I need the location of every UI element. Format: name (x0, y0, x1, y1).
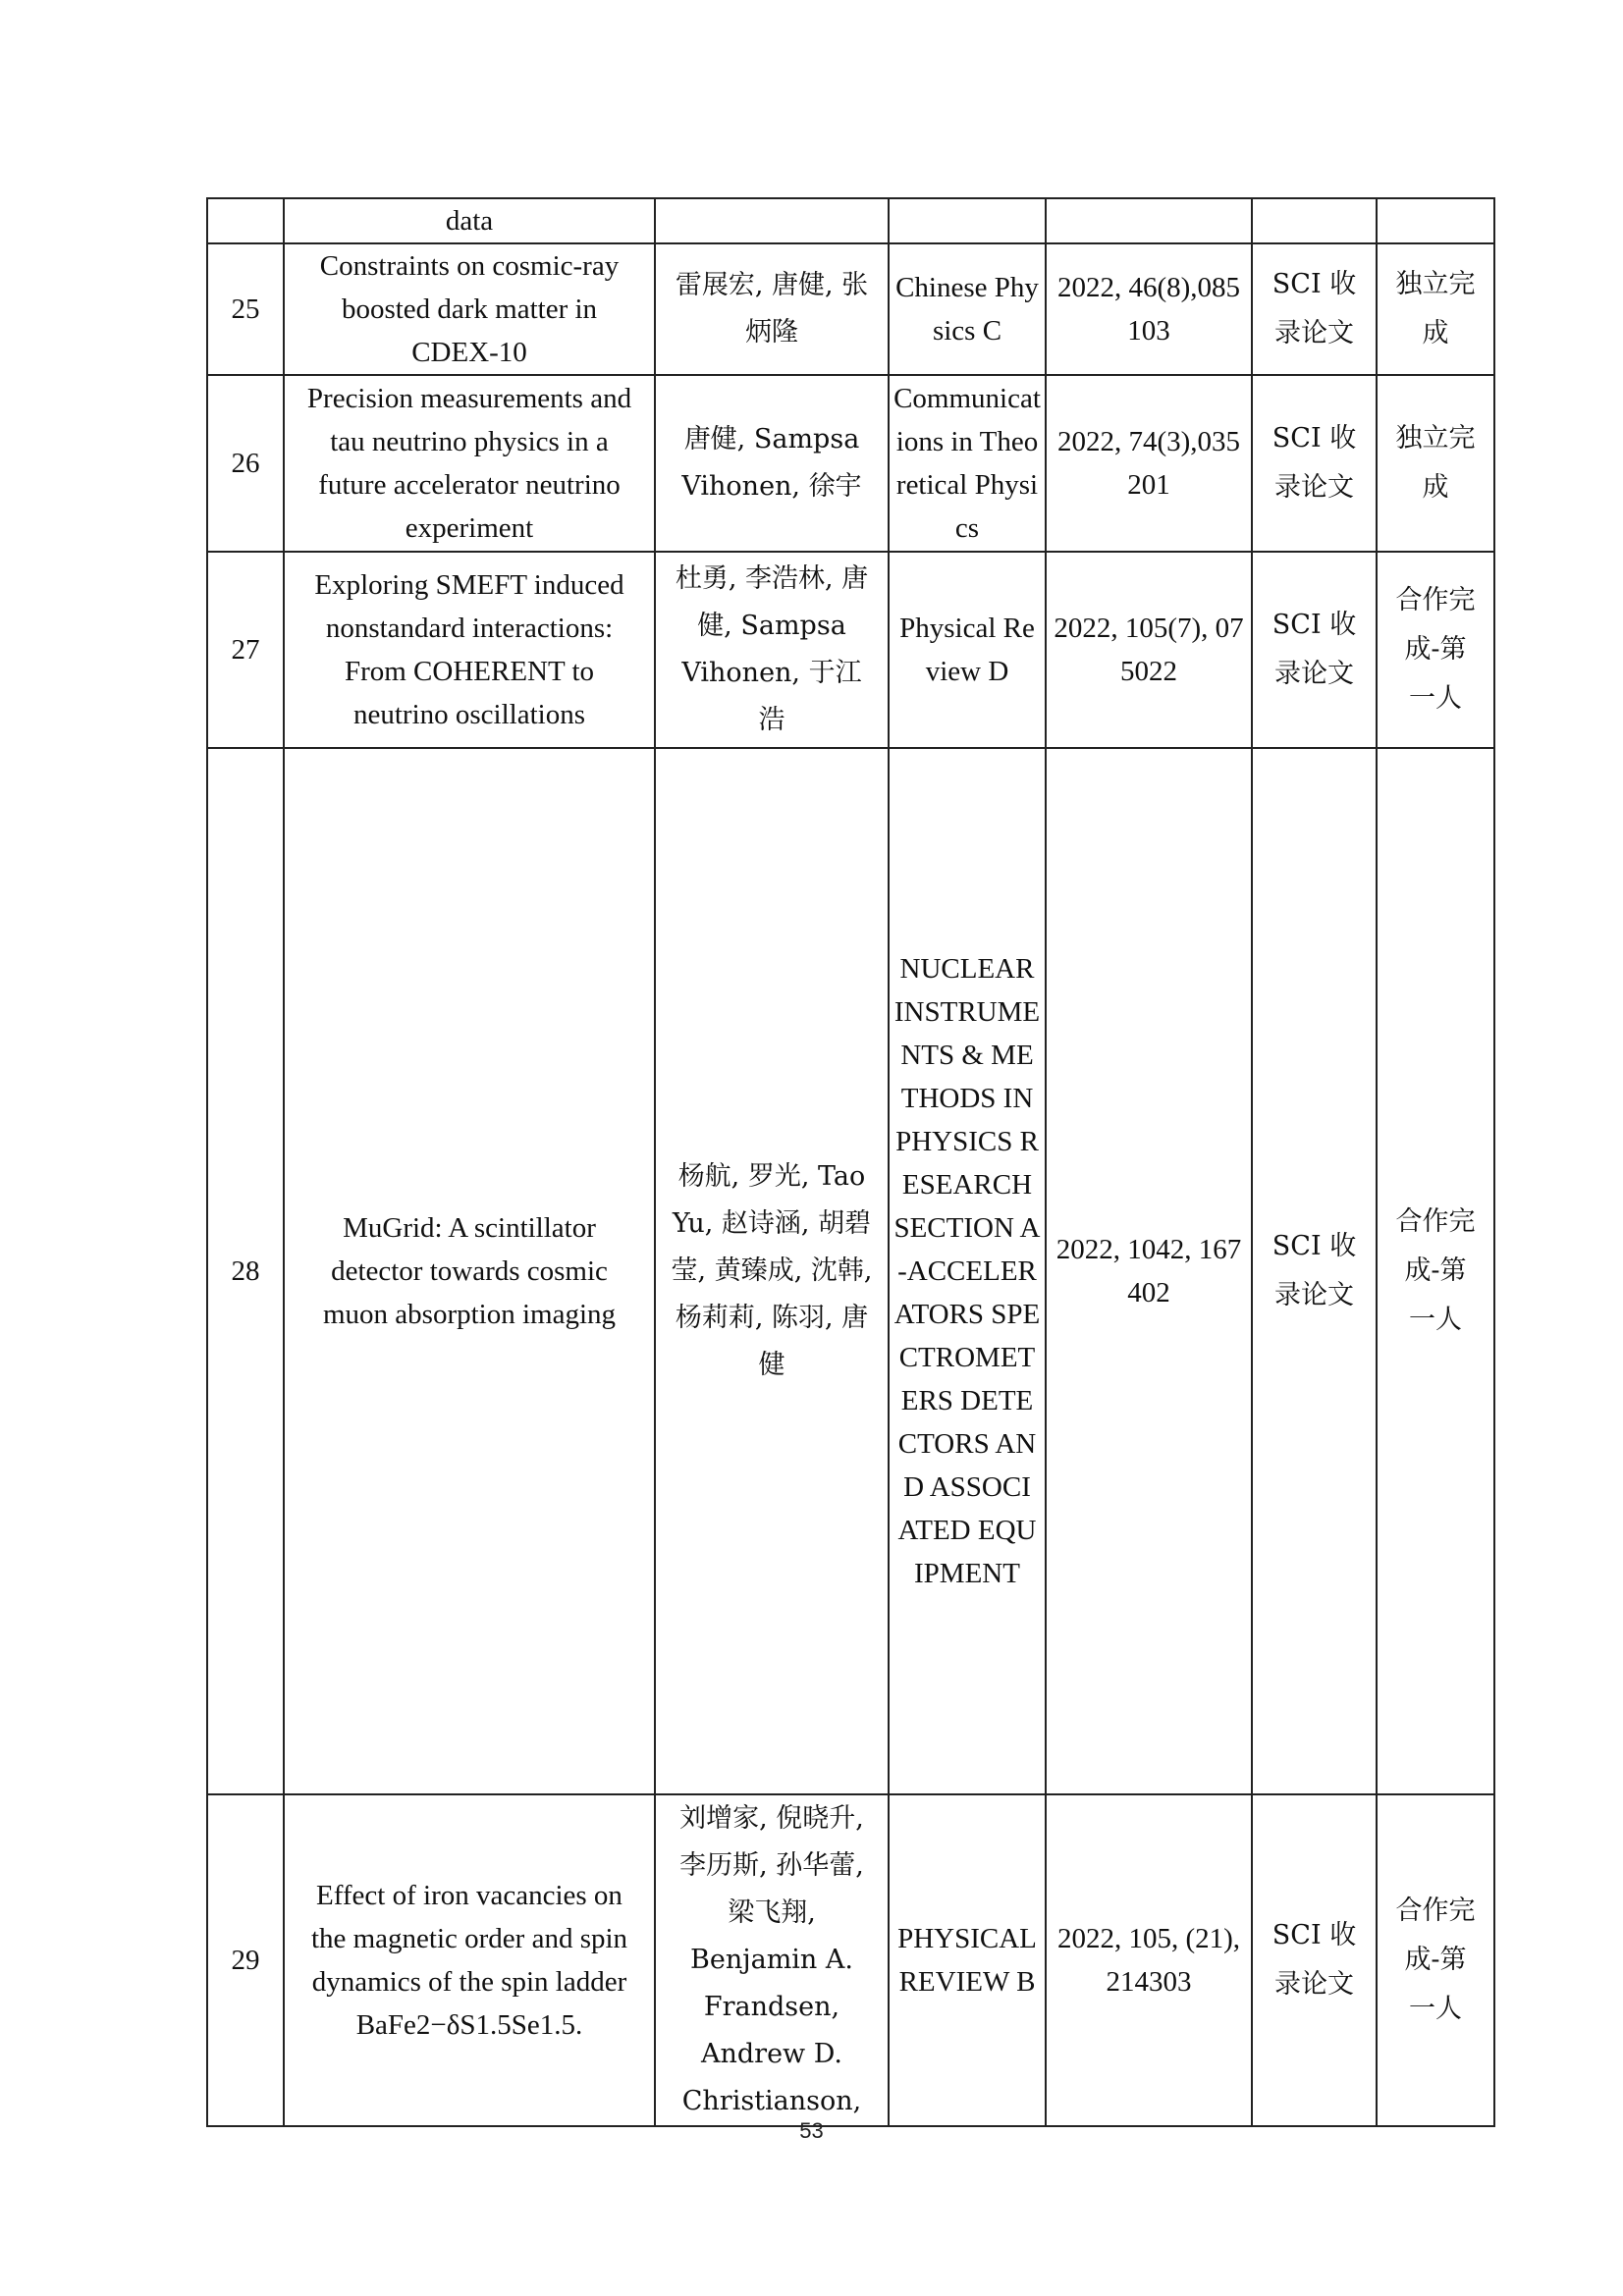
citation-info: 2022, 46(8),085103 (1046, 243, 1252, 375)
paper-authors (655, 198, 889, 243)
paper-title: Precision measurements and tau neutrino physics in a future accelerator neutrino experiment (284, 375, 655, 552)
journal-name: Physical Review D (889, 552, 1046, 748)
row-number: 26 (207, 375, 284, 552)
paper-title: Constraints on cosmic-ray boosted dark matter in CDEX-10 (284, 243, 655, 375)
paper-title: Exploring SMEFT induced nonstandard interactions: From COHERENT to neutrino oscillations (284, 552, 655, 748)
contribution-type: 合作完成-第一人 (1377, 1794, 1494, 2126)
journal-name: Chinese Physics C (889, 243, 1046, 375)
table-row (207, 748, 1494, 1794)
row-number: 27 (207, 552, 284, 748)
table-row (207, 375, 1494, 552)
index-type: SCI 收录论文 (1252, 552, 1377, 748)
index-type: SCI 收录论文 (1252, 243, 1377, 375)
paper-title: MuGrid: A scintillator detector towards cosmic muon absorption imaging (284, 748, 655, 1794)
citation-info: 2022, 105(7), 075022 (1046, 552, 1252, 748)
row-number: 29 (207, 1794, 284, 2126)
contribution-type: 合作完成-第一人 (1377, 748, 1494, 1794)
paper-title: data (284, 198, 655, 243)
contribution-type: 独立完成 (1377, 243, 1494, 375)
row-number: 25 (207, 243, 284, 375)
page-number: 53 (799, 2118, 824, 2143)
table-row (207, 243, 1494, 375)
publication-table (206, 197, 1495, 2127)
paper-authors: 唐健, Sampsa Vihonen, 徐宇 (655, 375, 889, 552)
journal-name: PHYSICAL REVIEW B (889, 1794, 1046, 2126)
paper-authors: 杨航, 罗光, Tao Yu, 赵诗涵, 胡碧莹, 黄臻成, 沈韩, 杨莉莉, 陈羽, 唐健 (655, 748, 889, 1794)
index-type: SCI 收录论文 (1252, 748, 1377, 1794)
index-type (1252, 198, 1377, 243)
journal-name (889, 198, 1046, 243)
contribution-type: 独立完成 (1377, 375, 1494, 552)
journal-name: Communications in Theoretical Physics (889, 375, 1046, 552)
paper-authors: 刘增家, 倪晓升, 李历斯, 孙华蕾, 梁飞翔, Benjamin A. Frandsen, Andrew D. Christianson, (655, 1794, 889, 2126)
table-row (207, 552, 1494, 748)
paper-authors: 雷展宏, 唐健, 张炳隆 (655, 243, 889, 375)
journal-name: NUCLEAR INSTRUMENTS & METHODS IN PHYSICS RESEARCH SECTION A-ACCELERATORS SPECTROMETERS DETECTORS AND ASSOCIATED EQUIPMENT (889, 748, 1046, 1794)
row-number: 28 (207, 748, 284, 1794)
table-row (207, 1794, 1494, 2126)
citation-info (1046, 198, 1252, 243)
index-type: SCI 收录论文 (1252, 375, 1377, 552)
contribution-type: 合作完成-第一人 (1377, 552, 1494, 748)
row-number (207, 198, 284, 243)
citation-info: 2022, 74(3),035201 (1046, 375, 1252, 552)
citation-info: 2022, 105, (21), 214303 (1046, 1794, 1252, 2126)
contribution-type (1377, 198, 1494, 243)
paper-authors: 杜勇, 李浩林, 唐健, Sampsa Vihonen, 于江浩 (655, 552, 889, 748)
index-type: SCI 收录论文 (1252, 1794, 1377, 2126)
citation-info: 2022, 1042, 167402 (1046, 748, 1252, 1794)
table-row (207, 198, 1494, 243)
paper-title: Effect of iron vacancies on the magnetic order and spin dynamics of the spin ladder BaFe2−δS1.5Se1.5. (284, 1794, 655, 2126)
